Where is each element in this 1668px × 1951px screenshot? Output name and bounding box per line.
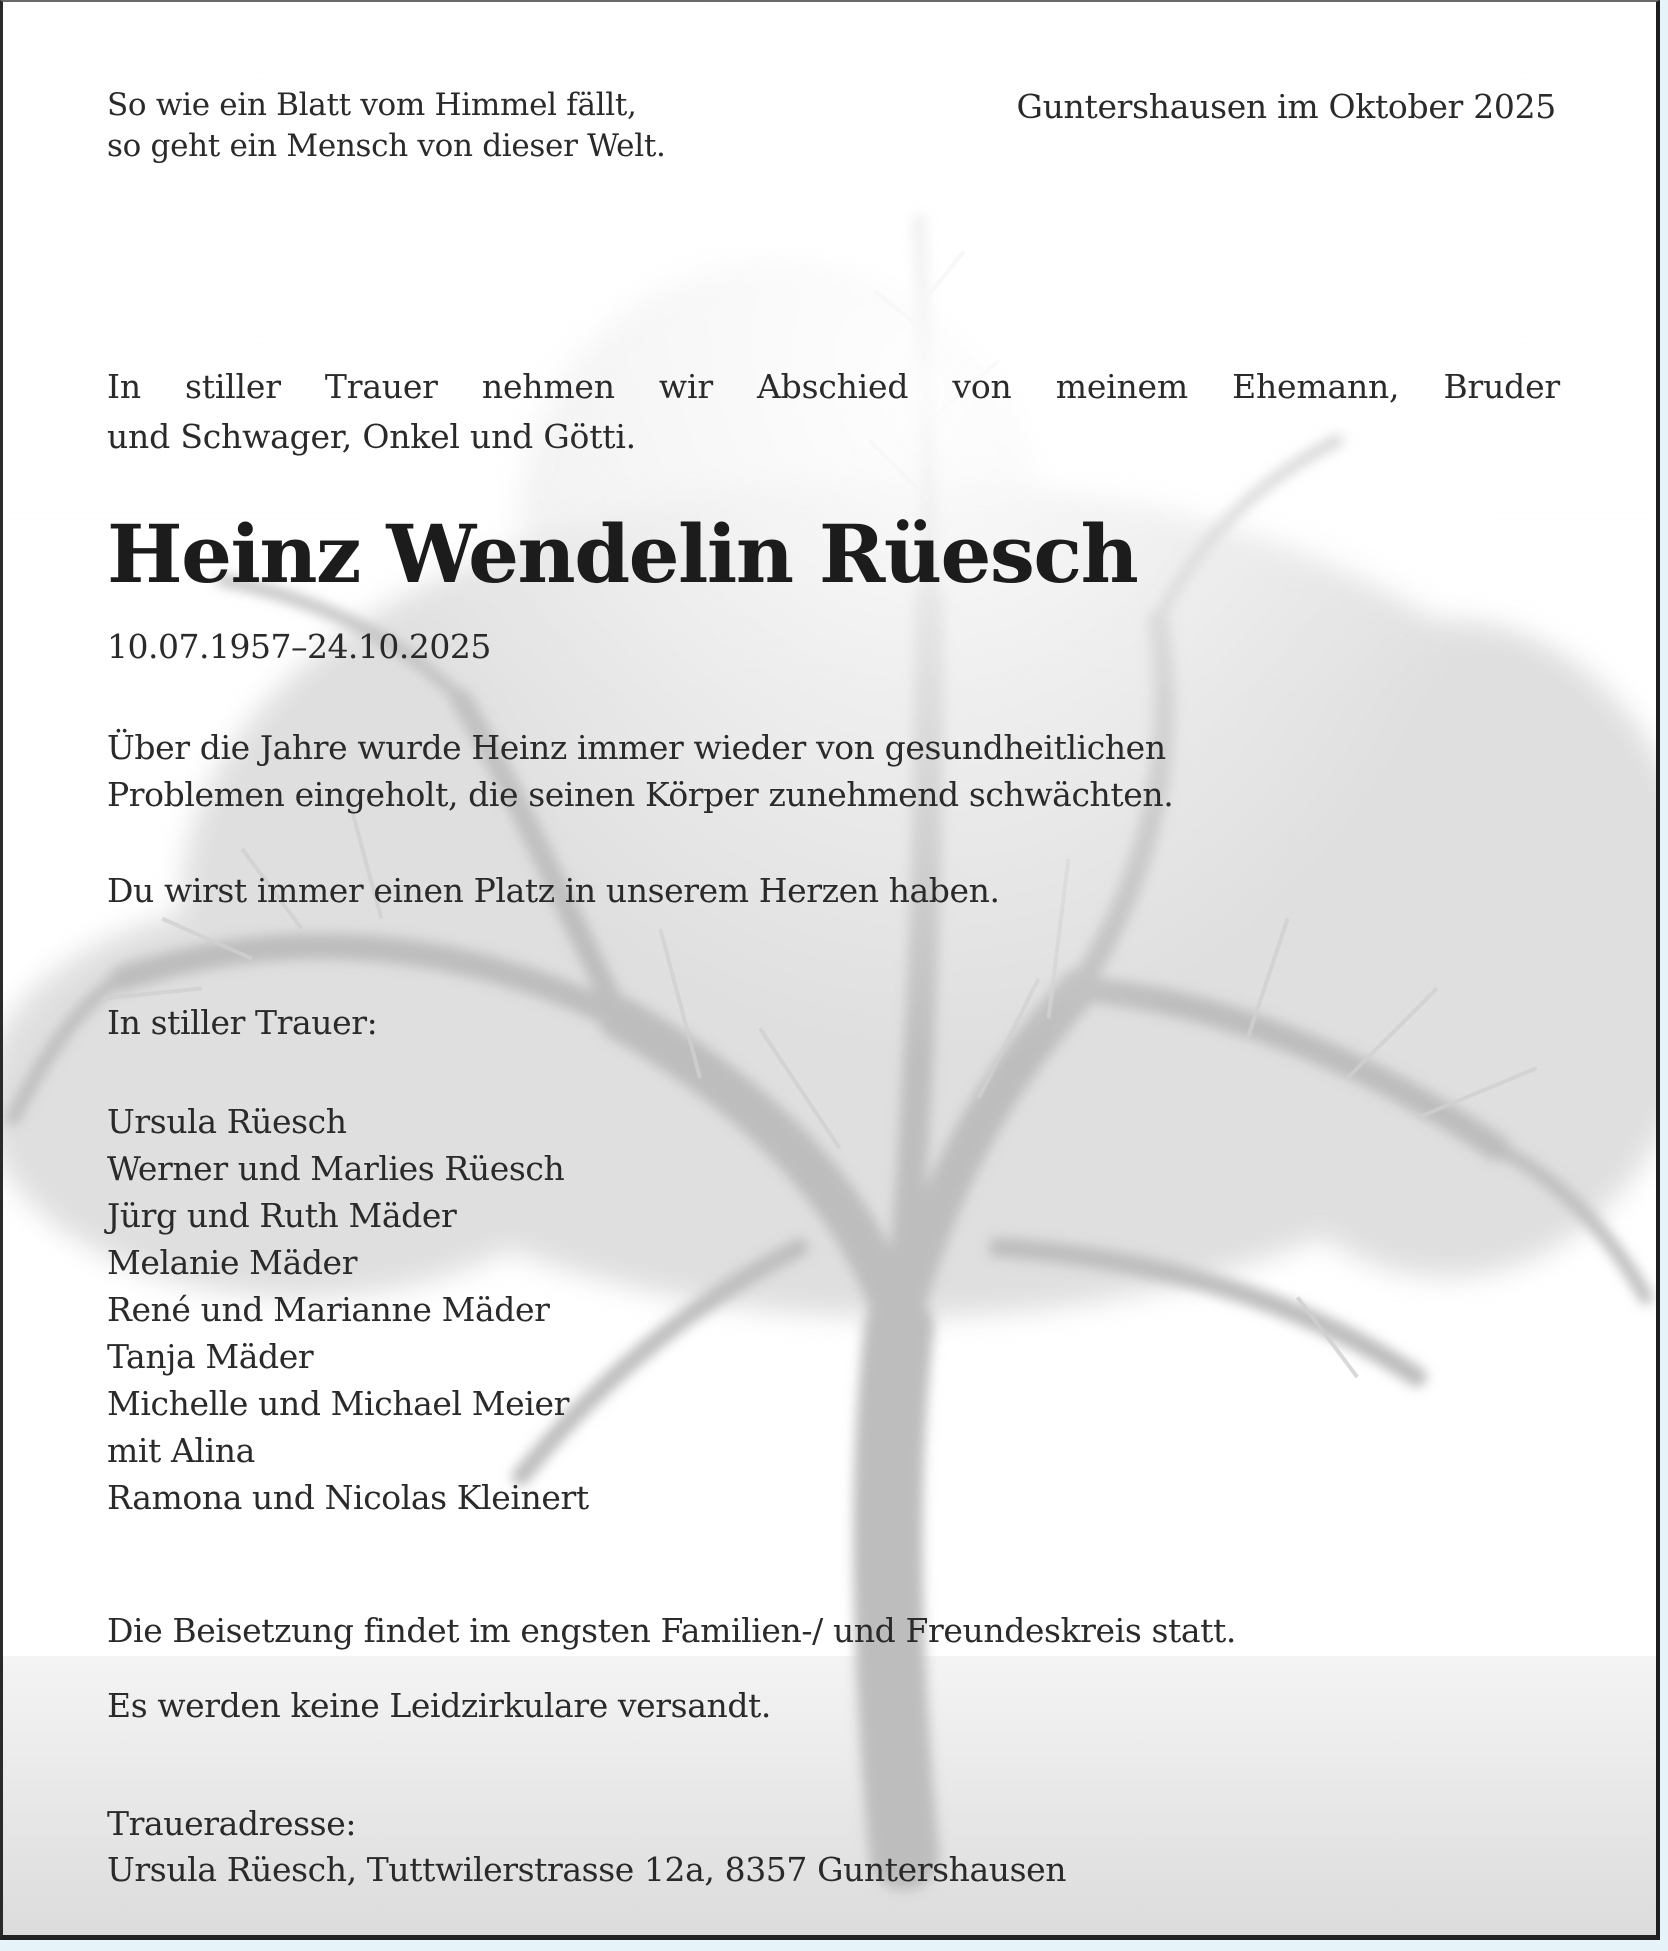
paragraph-2: Du wirst immer einen Platz in unserem Herzen haben. [107, 871, 1000, 910]
mourner-item: Ursula Rüesch [107, 1102, 347, 1141]
mourner-item: Michelle und Michael Meier [107, 1384, 569, 1423]
circular-note: Es werden keine Leidzirkulare versandt. [107, 1686, 772, 1725]
mourners-heading: In stiller Trauer: [107, 1003, 378, 1042]
paragraph-1-line-1: Über die Jahre wurde Heinz immer wieder von gesundheitlichen [107, 728, 1166, 767]
mourner-item: Jürg und Ruth Mäder [107, 1196, 457, 1235]
mourners-list [107, 1098, 589, 1521]
address-value: Ursula Rüesch, Tuttwilerstrasse 12a, 8357 Guntershausen [107, 1850, 1067, 1889]
place-and-date: Guntershausen im Oktober 2025 [1016, 87, 1556, 126]
intro-line-1: In stiller Trauer nehmen wir Abschied von meinem Ehemann, Bruder [107, 367, 1560, 406]
mourner-item: Werner und Marlies Rüesch [107, 1149, 565, 1188]
mourner-item: Melanie Mäder [107, 1243, 358, 1282]
mourner-item: Ramona und Nicolas Kleinert [107, 1478, 589, 1517]
paragraph-1-line-2: Problemen eingeholt, die seinen Körper zunehmend schwächten. [107, 775, 1174, 814]
deceased-name: Heinz Wendelin Rüesch [107, 507, 1138, 601]
mourner-item: Tanja Mäder [107, 1337, 314, 1376]
motto-line-2: so geht ein Mensch von dieser Welt. [107, 128, 666, 164]
funeral-note: Die Beisetzung findet im engsten Familien-/ und Freundeskreis statt. [107, 1611, 1236, 1650]
mourner-item: René und Marianne Mäder [107, 1290, 550, 1329]
address-label: Traueradresse: [107, 1804, 357, 1843]
life-dates: 10.07.1957–24.10.2025 [107, 627, 491, 666]
motto-line-1: So wie ein Blatt vom Himmel fällt, [107, 87, 637, 123]
intro-line-2: und Schwager, Onkel und Götti. [107, 417, 636, 456]
mourner-item: mit Alina [107, 1431, 255, 1470]
